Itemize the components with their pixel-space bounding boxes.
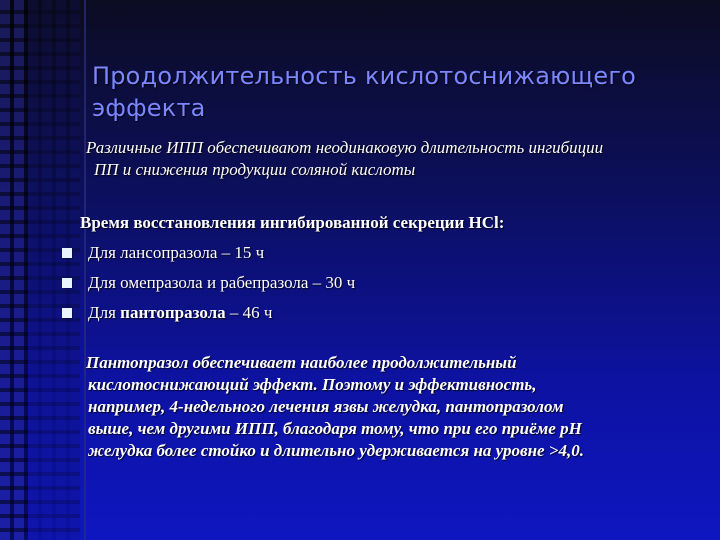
bullet-text (88, 303, 702, 323)
square-bullet-icon (62, 248, 72, 258)
bullet-text: Для омепразола и рабепразола – 30 ч (88, 273, 356, 292)
conclusion-line-1: Пантопразол обеспечивает наиболее продолжительный (86, 353, 517, 372)
bullet-text-suffix: – 46 ч (225, 303, 273, 322)
bullet-text: Для лансопразола – 15 ч (88, 243, 265, 262)
bullet-text-prefix: Для (88, 303, 121, 322)
intro-paragraph (86, 137, 706, 181)
intro-line-2: ПП и снижения продукции соляной кислоты (94, 160, 416, 179)
slide-title-line-1: Продолжительность кислотоснижающего (92, 62, 637, 90)
bullet-item-lansoprazole (62, 240, 702, 266)
conclusion-paragraph (86, 352, 706, 462)
section-heading: Время восстановления ингибированной секреции HCl: (80, 213, 505, 232)
square-bullet-icon (62, 308, 72, 318)
intro-line-1: Различные ИПП обеспечивают неодинаковую длительность ингибиции (86, 138, 604, 157)
bullet-item-pantoprazole (62, 300, 702, 326)
conclusion-line-4: выше, чем другими ИПП, благодаря тому, что при его приёме рН (88, 419, 582, 438)
slide-title (92, 60, 692, 124)
conclusion-line-2: кислотоснижающий эффект. Поэтому и эффективность, (88, 375, 537, 394)
bullet-text-bold: пантопразола (120, 303, 226, 322)
bullet-item-omeprazole-rabeprazole (62, 270, 702, 296)
square-bullet-icon (62, 278, 72, 288)
slide-title-line-2: эффекта (92, 94, 206, 122)
conclusion-line-5: желудка более стойко и длительно удерживается на уровне >4,0. (88, 441, 584, 460)
bullet-list (62, 240, 702, 330)
conclusion-line-3: например, 4-недельного лечения язвы желудка, пантопразолом (88, 397, 564, 416)
left-pattern-strip (0, 0, 28, 540)
